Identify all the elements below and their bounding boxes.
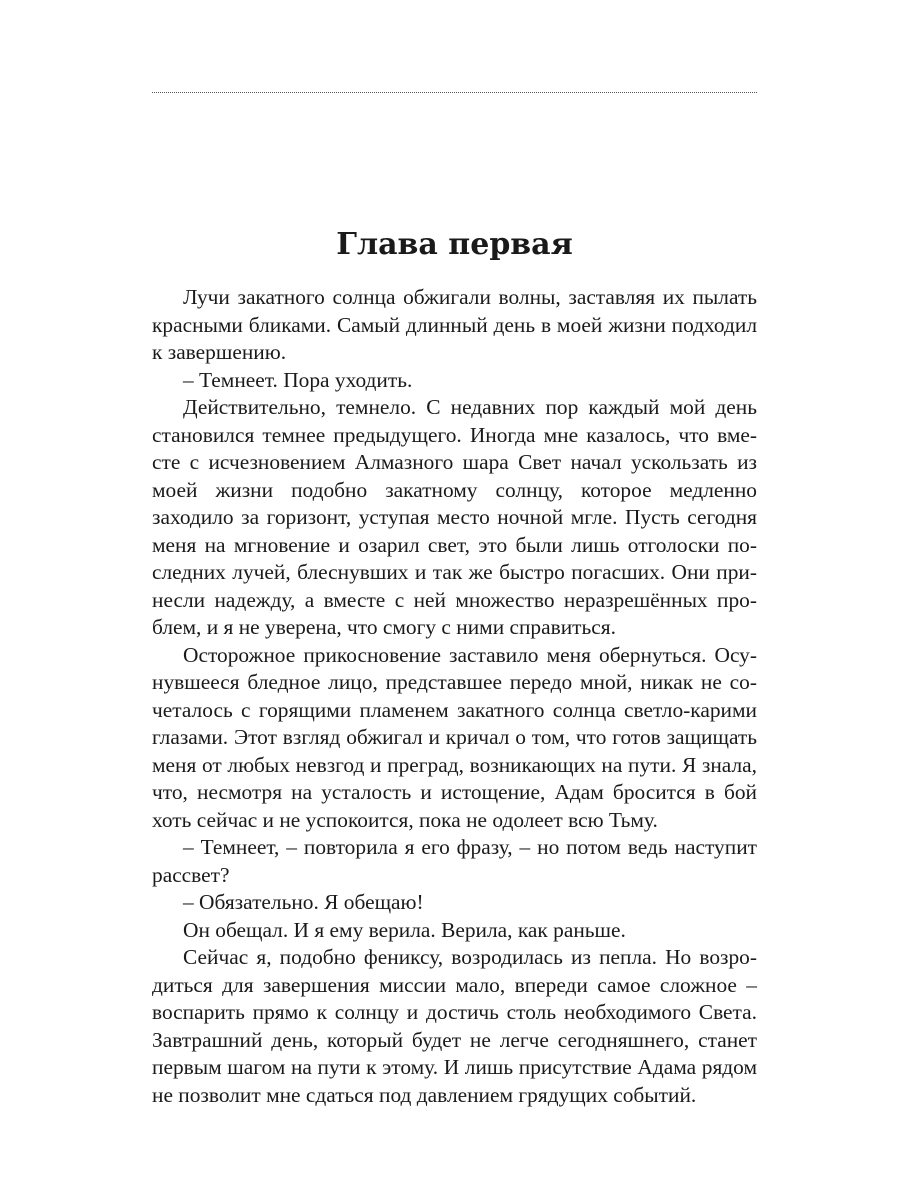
paragraph: Он обещал. И я ему верила. Верила, как раньше. [183, 917, 626, 942]
chapter-title: Глава первая [336, 227, 573, 262]
paragraph: – Темнеет. Пора уходить. [183, 367, 413, 392]
header-dotted-rule [152, 92, 757, 93]
paragraph: – Темнеет, – повторила я его фразу, – но потом ведь наступит рассвет? [152, 835, 757, 887]
paragraph: – Обязательно. Я обещаю! [183, 890, 424, 914]
paragraph: Лучи закатного солнца обжигали волны, заставляя их пылать красными бликами. Самый длинный день в моей жизни подходил к завершению. [152, 285, 757, 364]
paragraph: Осторожное прикосновение заставило меня обернуться. Осунувшееся бледное лицо, представшее передо мной, никак не сочеталось с горящими пламенем закатного солнца светло-карими глазами. Этот взгляд обжигал и кричал о том, что готов защищать меня от любых невзгод и преград, возникающих на пути. Я знала, что, несмотря на усталость и истощение, Адам бросится в бой хоть сейчас и не успокоится, пока не одолеет всю Тьму. [152, 642, 757, 832]
paragraph: Действительно, темнело. С недавних пор каждый мой день становился темнее предыдущего. Иногда мне казалось, что вместе с исчезновением Алмазного шара Свет начал ускользать из моей жизни подобно закатному солнцу, которое медленно заходило за горизонт, уступая место ночной мгле. Пусть сегодня меня на мгновение и озарил свет, это были лишь отголоски последних лучей, блеснувших и так же быстро погасших. Они принесли надежду, а вместе с ней множество неразрешённых проблем, и я не уверена, что смогу с ними справиться. [152, 395, 757, 639]
chapter-body [152, 284, 757, 1109]
paragraph: Сейчас я, подобно фениксу, возродилась из пепла. Но возродиться для завершения миссии мало, впереди самое сложное – воспарить прямо к солнцу и достичь столь необходимого Света. Завтрашний день, который будет не легче сегодняшнего, станет первым шагом на пути к этому. И лишь присутствие Адама рядом не позволит мне сдаться под давлением грядущих событий. [152, 945, 757, 1107]
